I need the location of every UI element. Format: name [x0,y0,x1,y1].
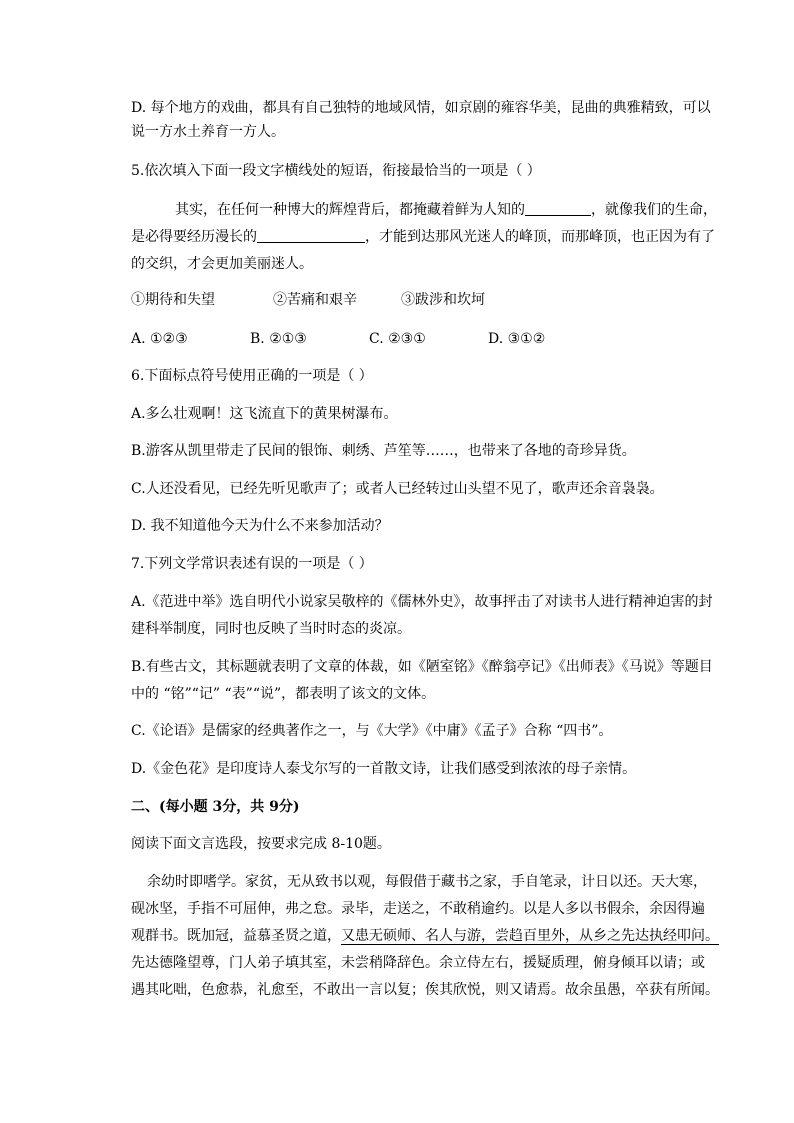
q4-option-d-line1: D. 每个地方的戏曲，都具有自己独特的地域风情，如京剧的雍容华美，昆曲的典雅精致，可以 [131,100,711,116]
q7-option-a-line1: A.《范进中举》选自明代小说家吴敬梓的《儒林外史》，故事抨击了对读书人进行精神迫害的封 [131,594,713,610]
q7-option-c: C.《论语》是儒家的经典著作之一，与《大学》《中庸》《孟子》合称 “四书”。 [131,723,613,739]
choice-b: B. ②①③ [250,331,307,347]
q5-passage-line3: 的交织，才会更加美丽迷人。 [131,256,313,272]
choice-d: D. ③①② [488,331,546,347]
q6-option-c: C.人还没看见，已经先听见歌声了；或者人已经转过山头望不见了，歌声还余音袅袅。 [131,481,664,497]
passage-text: 观群书。既加冠，益慕圣贤之道， [131,928,341,944]
classical-passage-line2: 砚冰坚，手指不可屈伸，弗之怠。录毕，走送之，不敢稍逾约。以是人多以书假余，余因得遍 [131,901,705,917]
q5-passage-line2 [131,226,731,248]
q6-option-b: B.游客从凯里带走了民间的银饰、刺绣、芦笙等……，也带来了各地的奇珍异货。 [131,443,636,459]
q5-phrases [131,289,731,311]
choice-c: C. ②③① [369,331,426,347]
classical-passage-line1: 余幼时即嗜学。家贫，无从致书以观，每假借于藏书之家，手自笔录，计日以还。天大寒， [147,874,707,890]
q7-stem: 7.下列文学常识表述有误的一项是（ ） [131,556,373,572]
phrase-1: ①期待和失望 [131,292,215,308]
q6-stem: 6.下面标点符号使用正确的一项是（ ） [131,368,373,384]
section-2-intro: 阅读下面文言选段，按要求完成 8-10题。 [131,836,391,852]
classical-passage-line5: 遇其叱咄，色愈恭，礼愈至，不敢出一言以复；俟其欣悦，则又请焉。故余虽愚，卒获有所闻。 [131,982,719,998]
q5-passage-text: 其实，在任何一种博大的辉煌背后，都掩藏着鲜为人知的 [175,202,525,218]
q6-option-d: D. 我不知道他今天为什么不来参加活动？ [131,518,389,534]
q6-option-a: A.多么壮观啊！这飞流直下的黄果树瀑布。 [131,406,398,422]
q5-stem: 5.依次填入下面一段文字横线处的短语，衔接最恰当的一项是（ ） [131,163,541,179]
q7-option-b-line2: 中的 “铭”“记” “表”“说”，都表明了该文的文体。 [131,686,436,702]
q4-option-d-line2: 说一方水土养育一方人。 [131,124,285,140]
phrase-3: ③跋涉和坎坷 [401,292,485,308]
q7-option-b-line1: B.有些古文，其标题就表明了文章的体裁，如《陋室铭》《醉翁亭记》《出师表》《马说》等题目 [131,659,713,675]
fill-blank-1 [525,201,591,216]
section-2-heading: 二、(每小题 3分，共 9分) [131,799,300,815]
q5-passage-text: 是必得要经历漫长的 [131,229,257,245]
classical-passage-line3 [131,925,731,947]
phrase-2: ②苦痛和艰辛 [273,292,357,308]
classical-passage-line4: 先达德隆望尊，门人弟子填其室，未尝稍降辞色。余立侍左右，援疑质理，俯身倾耳以请；或 [131,955,705,971]
q7-option-a-line2: 建科举制度，同时也反映了当时时态的炎凉。 [131,621,411,637]
q5-passage-text: ，才能到达那风光迷人的峰顶，而那峰顶，也正因为有了 [365,229,715,245]
q7-option-d: D.《金色花》是印度诗人泰戈尔写的一首散文诗，让我们感受到浓浓的母子亲情。 [131,761,637,777]
q5-passage-line1 [175,199,775,221]
choice-a: A. ①②③ [131,331,188,347]
q5-choices [131,328,731,350]
underlined-sentence: 又患无硕师、名人与游，尝趋百里外，从乡之先达执经叩问。 [341,928,719,944]
q5-passage-text: ，就像我们的生命， [591,202,717,218]
fill-blank-2 [257,228,365,243]
